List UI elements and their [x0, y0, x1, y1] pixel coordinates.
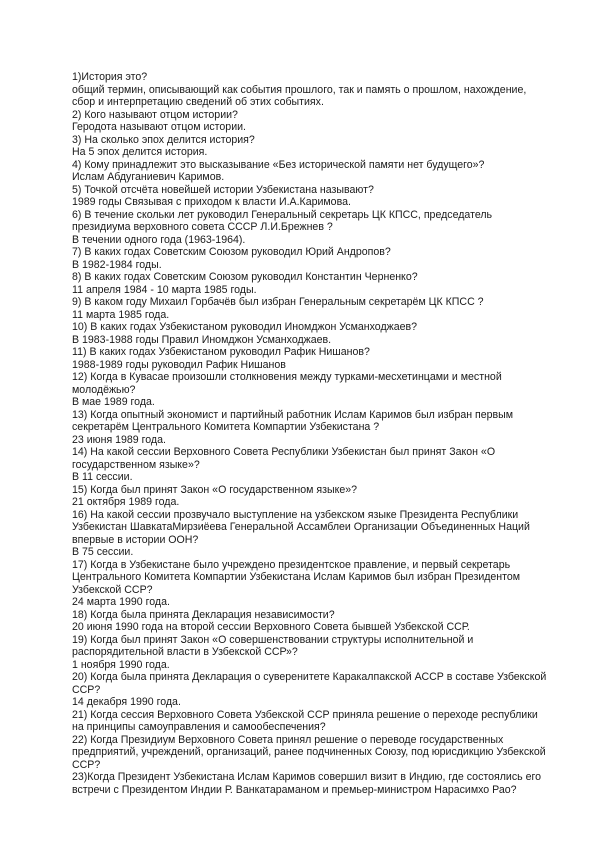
text-line: на принципы самоуправления и самообеспечения?	[72, 721, 326, 733]
text-line: В 75 сессии.	[72, 546, 134, 558]
text-line: впервые в истории ООН?	[72, 533, 199, 546]
text-line: 11 апреля 1984 - 10 марта 1985 годы.	[72, 283, 257, 296]
text-line: 20 июня 1990 года на второй сессии Верховного Совета бывшей Узбекской ССР.	[72, 621, 470, 633]
text-line: 11 марта 1985 года.	[72, 308, 170, 321]
text-line: Ислам Абдуганиевич Каримов.	[72, 171, 225, 183]
text-line: Узбекской ССР?	[72, 583, 153, 596]
text-line: предприятий, учреждений, организаций, ранее подчиненных Союзу, под юрисдикцию Узбекской	[72, 746, 546, 758]
text-line: На 5 эпох делится история.	[72, 146, 208, 158]
text-line: 4) Кому принадлежит это высказывание «Без исторической памяти нет будущего»?	[72, 158, 485, 171]
text-line: Геродота называют отцом истории.	[72, 121, 246, 133]
text-line: 1 ноября 1990 года.	[72, 658, 170, 671]
text-line: общий термин, описывающий как события прошлого, так и память о прошлом, нахождение,	[72, 83, 527, 96]
text-line: государственном языке»?	[72, 458, 200, 471]
text-line: 7) В каких годах Советским Союзом руководил Юрий Андропов?	[72, 246, 391, 258]
text-line: 3) На сколько эпох делится история?	[72, 133, 255, 146]
text-line: 22) Когда Президиум Верховного Совета принял решение о переводе государственных	[72, 733, 504, 746]
text-line: встречи с Президентом Индии Р. Ванкатараманом и премьер-министром Нарасимхо Рао?	[72, 783, 517, 796]
text-line: 23)Когда Президент Узбекистана Ислам Каримов совершил визит в Индию, где состоялись его	[72, 771, 542, 783]
text-line: В 11 сессии.	[72, 471, 133, 483]
text-line: секретарём Центрального Комитета Компартии Узбекистана ?	[72, 421, 380, 433]
text-line: ССР?	[72, 683, 101, 696]
text-line: 21) Когда сессия Верховного Совета Узбекской ССР приняла решение о переходе республики	[72, 708, 538, 721]
text-line: Узбекистан ШавкатаМирзиёева Генеральной Ассамблеи Организации Объединенных Наций	[72, 521, 530, 533]
text-line: 21 октября 1989 года.	[72, 496, 180, 508]
text-line: 14) На какой сессии Верховного Совета Республики Узбекистан был принят Закон «О	[72, 446, 496, 458]
text-line: 1989 годы Связывая с приходом к власти И.А.Каримова.	[72, 196, 351, 208]
text-line: ССР?	[72, 758, 101, 771]
text-line: 1988-1989 годы руководил Рафик Нишанов	[72, 358, 286, 371]
text-line: 6) В течение скольки лет руководил Генеральный секретарь ЦК КПСС, председатель	[72, 208, 493, 221]
text-line: сбор и интерпретацию сведений об этих событиях.	[72, 96, 324, 108]
text-line: молодёжью?	[72, 383, 136, 396]
text-line: 19) Когда был принят Закон «О совершенствовании структуры исполнительной и	[72, 633, 474, 646]
text-line: В течении одного года (1963-1964).	[72, 233, 246, 246]
text-line: 9) В каком году Михаил Горбачёв был избран Генеральным секретарём ЦК КПСС ?	[72, 296, 484, 308]
text-line: 16) На какой сессии прозвучало выступление на узбекском языке Президента Республики	[72, 508, 519, 521]
text-line: 11) В каких годах Узбекистаном руководил Рафик Нишанов?	[72, 346, 370, 358]
text-line: 24 марта 1990 года.	[72, 596, 170, 608]
text-line: 10) В каких годах Узбекистаном руководил Иномджон Усманходжаев?	[72, 321, 418, 333]
text-line: 2) Кого называют отцом истории?	[72, 108, 238, 121]
text-line: 15) Когда был принят Закон «О государственном языке»?	[72, 483, 357, 496]
text-line: 17) Когда в Узбекистане было учреждено президентское правление, и первый секретарь	[72, 558, 511, 571]
document-page	[72, 71, 547, 796]
text-line: Центрального Комитета Компартии Узбекистана Ислам Каримов был избран Президентом	[72, 571, 521, 583]
text-line: 14 декабря 1990 года.	[72, 696, 181, 708]
text-line: 20) Когда была принята Декларация о суверенитете Каракалпакской АССР в составе Узбекской	[72, 671, 547, 683]
text-line: 12) Когда в Кувасае произошли столкновения между турками-месхетинцами и местной	[72, 371, 502, 383]
text-line: 23 июня 1989 года.	[72, 433, 166, 446]
text-line: 1)История это?	[72, 71, 148, 83]
text-line: президиума верховного совета СССР Л.И.Брежнев ?	[72, 221, 333, 233]
text-line: 8) В каких годах Советским Союзом руководил Константин Черненко?	[72, 271, 418, 283]
text-line: 13) Когда опытный экономист и партийный работник Ислам Каримов был избран первым	[72, 408, 514, 421]
text-line: 18) Когда была принята Декларация независимости?	[72, 608, 335, 621]
text-line: В мае 1989 года.	[72, 396, 155, 408]
text-line: В 1983-1988 годы Правил Иномджон Усманходжаев.	[72, 333, 332, 346]
text-line: 5) Точкой отсчёта новейшей истории Узбекистана называют?	[72, 183, 374, 196]
text-line: В 1982-1984 годы.	[72, 258, 162, 271]
text-line: распорядительной власти в Узбекской ССР»?	[72, 646, 298, 658]
